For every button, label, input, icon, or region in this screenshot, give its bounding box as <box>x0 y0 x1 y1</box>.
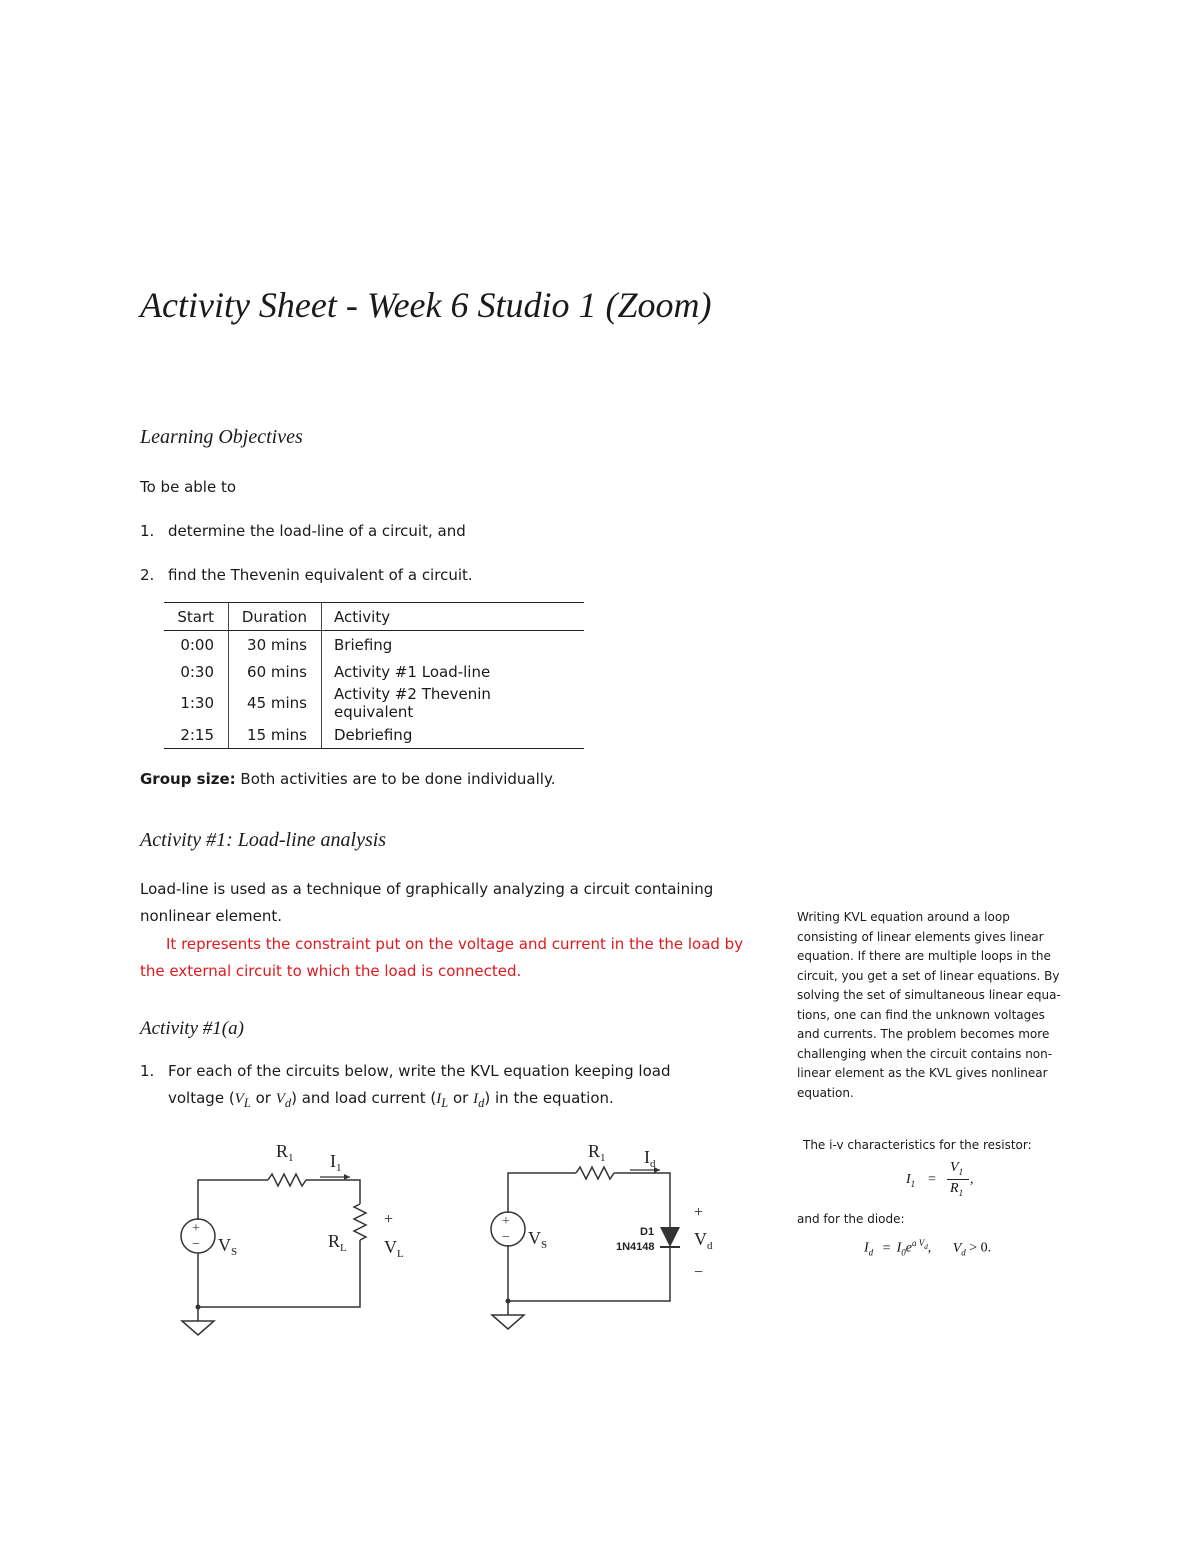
math-symbol: V <box>275 1091 285 1107</box>
page-title: Activity Sheet - Week 6 Studio 1 (Zoom) <box>140 285 712 325</box>
math-id <box>473 1091 485 1110</box>
resistor-rl-icon <box>354 1204 366 1240</box>
item-text: For each of the circuits below, write the KVL equation keeping load <box>168 1062 671 1080</box>
group-size-label: Group size: <box>140 770 236 788</box>
source-minus: − <box>192 1237 200 1252</box>
math-symbol: e <box>905 1240 912 1256</box>
resistor-r1-icon <box>268 1174 306 1186</box>
math-subscript: d <box>707 1240 713 1252</box>
sidenote-line: and currents. The problem becomes more <box>797 1027 1050 1041</box>
label-vl <box>384 1237 404 1260</box>
ground-icon <box>492 1315 524 1329</box>
math-symbol: I <box>896 1240 902 1256</box>
cell-duration: 60 mins <box>229 658 322 685</box>
math-subscript: d <box>478 1096 485 1110</box>
math-subscript: 1 <box>600 1152 606 1164</box>
label-i1 <box>330 1151 342 1174</box>
label-d1: D1 <box>640 1226 655 1238</box>
item-text: or <box>250 1089 276 1107</box>
cell-duration: 30 mins <box>229 631 322 659</box>
fraction-bar <box>947 1179 969 1180</box>
group-size-line <box>140 770 555 788</box>
math-subscript: 1 <box>958 1166 964 1177</box>
activity1-para-line: nonlinear element. <box>140 907 283 925</box>
eq-denominator <box>950 1181 963 1198</box>
sidenote-line: equation. If there are multiple loops in the <box>797 949 1051 963</box>
math-symbol: I <box>644 1147 650 1167</box>
math-symbol: I <box>330 1151 336 1171</box>
source-plus: + <box>192 1221 200 1236</box>
math-symbol: V <box>952 1240 962 1256</box>
label-id <box>644 1147 656 1170</box>
diode-icon <box>660 1227 680 1247</box>
column-header-activity: Activity <box>322 603 585 631</box>
math-vd <box>275 1091 292 1110</box>
label-plus: + <box>694 1204 704 1221</box>
sidenote-line: consisting of linear elements gives linear <box>797 929 1044 944</box>
eq-numerator <box>950 1160 963 1177</box>
objective-item <box>140 522 466 540</box>
circuit1-wires <box>182 1174 366 1335</box>
table-row <box>164 631 584 659</box>
math-symbol: R <box>276 1141 289 1161</box>
source-minus: − <box>502 1230 510 1245</box>
activity1-para-line: Load-line is used as a technique of graphically analyzing a circuit containing <box>140 880 714 898</box>
sidenote-line: challenging when the circuit contains non- <box>797 1046 1053 1061</box>
circuit-resistor-load <box>170 1135 430 1345</box>
math-subscript: S <box>541 1239 548 1251</box>
current-arrow-icon <box>344 1174 350 1180</box>
sidenote-line: Writing KVL equation around a loop <box>797 910 1010 924</box>
eq-condition: > 0. <box>965 1240 992 1256</box>
activity1-heading: Activity #1: Load-line analysis <box>140 829 387 851</box>
cell-activity: Briefing <box>334 635 393 654</box>
column-header-duration: Duration <box>229 603 322 631</box>
objective-item <box>140 566 473 584</box>
exponent <box>911 1238 928 1251</box>
ground-icon <box>182 1321 214 1335</box>
cell-activity: Activity #2 Thevenin equivalent <box>334 685 491 721</box>
activity1-highlight-line: the external circuit to which the load is connected. <box>140 962 522 980</box>
cell-start: 1:30 <box>164 685 229 721</box>
node-dot <box>506 1299 511 1304</box>
math-subscript: d <box>650 1158 656 1170</box>
cell-duration: 45 mins <box>229 685 322 721</box>
diode-iv-intro: and for the diode: <box>797 1212 905 1226</box>
label-r1 <box>276 1141 294 1164</box>
math-subscript: L <box>441 1096 449 1110</box>
eq-sign: = <box>928 1172 936 1187</box>
table-row <box>164 685 584 721</box>
diode-equation <box>864 1238 991 1257</box>
math-subscript: d <box>924 1242 928 1251</box>
sidenote-line: equation. <box>797 1085 854 1100</box>
math-subscript: d <box>961 1247 966 1258</box>
activity1a-item-line <box>168 1089 614 1111</box>
sidenote-line: linear element as the KVL gives nonlinear <box>797 1066 1048 1080</box>
item-text: or <box>448 1089 474 1107</box>
objective-number: 1. <box>140 522 155 540</box>
math-symbol: I <box>906 1172 911 1187</box>
math-subscript: d <box>284 1096 292 1110</box>
circuit-diode-load <box>480 1135 740 1345</box>
label-vs <box>528 1228 547 1251</box>
item-text: voltage ( <box>168 1089 235 1107</box>
math-subscript: L <box>340 1242 347 1254</box>
table-row <box>164 658 584 685</box>
math-subscript: 1 <box>336 1162 342 1174</box>
sidenote <box>797 908 1087 1103</box>
math-il <box>436 1091 449 1110</box>
math-symbol: V <box>528 1228 541 1248</box>
math-symbol: R <box>328 1231 341 1251</box>
math-subscript: d <box>868 1247 874 1258</box>
math-subscript: 1 <box>958 1187 964 1198</box>
label-plus: + <box>384 1211 394 1228</box>
eq-tail: , <box>970 1172 974 1187</box>
math-subscript: 0 <box>901 1247 906 1258</box>
item-text: ) and load current ( <box>291 1089 437 1107</box>
cell-duration: 15 mins <box>229 721 322 749</box>
cell-activity: Activity #1 Load-line <box>334 662 491 681</box>
label-r1 <box>588 1141 606 1164</box>
math-symbol: V <box>694 1229 707 1249</box>
math-symbol: V <box>950 1160 959 1175</box>
math-subscript: S <box>231 1246 238 1258</box>
sidenote-line: circuit, you get a set of linear equations. By <box>797 968 1060 983</box>
math-symbol: V <box>218 1235 231 1255</box>
eq-lhs <box>906 1172 915 1189</box>
learning-intro: To be able to <box>140 478 237 496</box>
item-number: 1. <box>140 1062 155 1080</box>
group-size-text: Both activities are to be done individually. <box>240 770 556 788</box>
math-symbol: I <box>864 1240 869 1256</box>
label-rl <box>328 1231 347 1254</box>
eq-sign: = <box>882 1240 891 1256</box>
label-part-number: 1N4148 <box>616 1241 655 1253</box>
cell-start: 2:15 <box>164 721 229 749</box>
resistor-iv-intro: The i-v characteristics for the resistor: <box>803 1138 1032 1152</box>
activity1-highlight-line: It represents the constraint put on the voltage and current in the the load by <box>166 935 744 953</box>
math-subscript: 1 <box>288 1152 294 1164</box>
math-subscript: L <box>243 1096 251 1110</box>
activity1a-item-line <box>140 1062 671 1080</box>
math-vl <box>234 1091 251 1110</box>
node-dot <box>196 1305 201 1310</box>
column-header-start: Start <box>164 603 229 631</box>
label-minus: − <box>694 1264 704 1281</box>
math-symbol: a V <box>911 1238 925 1248</box>
objective-text: find the Thevenin equivalent of a circuit. <box>168 566 473 584</box>
sidenote-line: tions, one can find the unknown voltages <box>797 1007 1045 1022</box>
sidenote-line: solving the set of simultaneous linear equa- <box>797 988 1061 1002</box>
item-text: ) in the equation. <box>484 1089 614 1107</box>
math-subscript: L <box>397 1248 404 1260</box>
math-symbol: R <box>950 1181 959 1196</box>
table-header-row <box>164 603 584 631</box>
activity1a-heading: Activity #1(a) <box>140 1018 244 1039</box>
cell-activity: Debriefing <box>322 721 585 749</box>
objective-text: determine the load-line of a circuit, and <box>168 522 466 540</box>
math-symbol: I <box>473 1091 479 1107</box>
label-vs <box>218 1235 237 1258</box>
source-plus: + <box>502 1214 510 1229</box>
resistor-r1-icon <box>576 1167 614 1179</box>
resistor-equation <box>906 1160 996 1202</box>
math-symbol: R <box>588 1141 601 1161</box>
table-row <box>164 721 584 749</box>
math-symbol: I <box>436 1091 442 1107</box>
math-subscript: 1 <box>910 1178 916 1189</box>
eq-tail: , <box>927 1240 932 1256</box>
math-symbol: V <box>234 1091 244 1107</box>
label-vd <box>694 1229 713 1252</box>
objective-number: 2. <box>140 566 155 584</box>
math-symbol: V <box>384 1237 397 1257</box>
cell-start: 0:00 <box>164 631 229 659</box>
schedule-table <box>164 602 584 749</box>
learning-objectives-heading: Learning Objectives <box>140 426 303 448</box>
cell-start: 0:30 <box>164 658 229 685</box>
